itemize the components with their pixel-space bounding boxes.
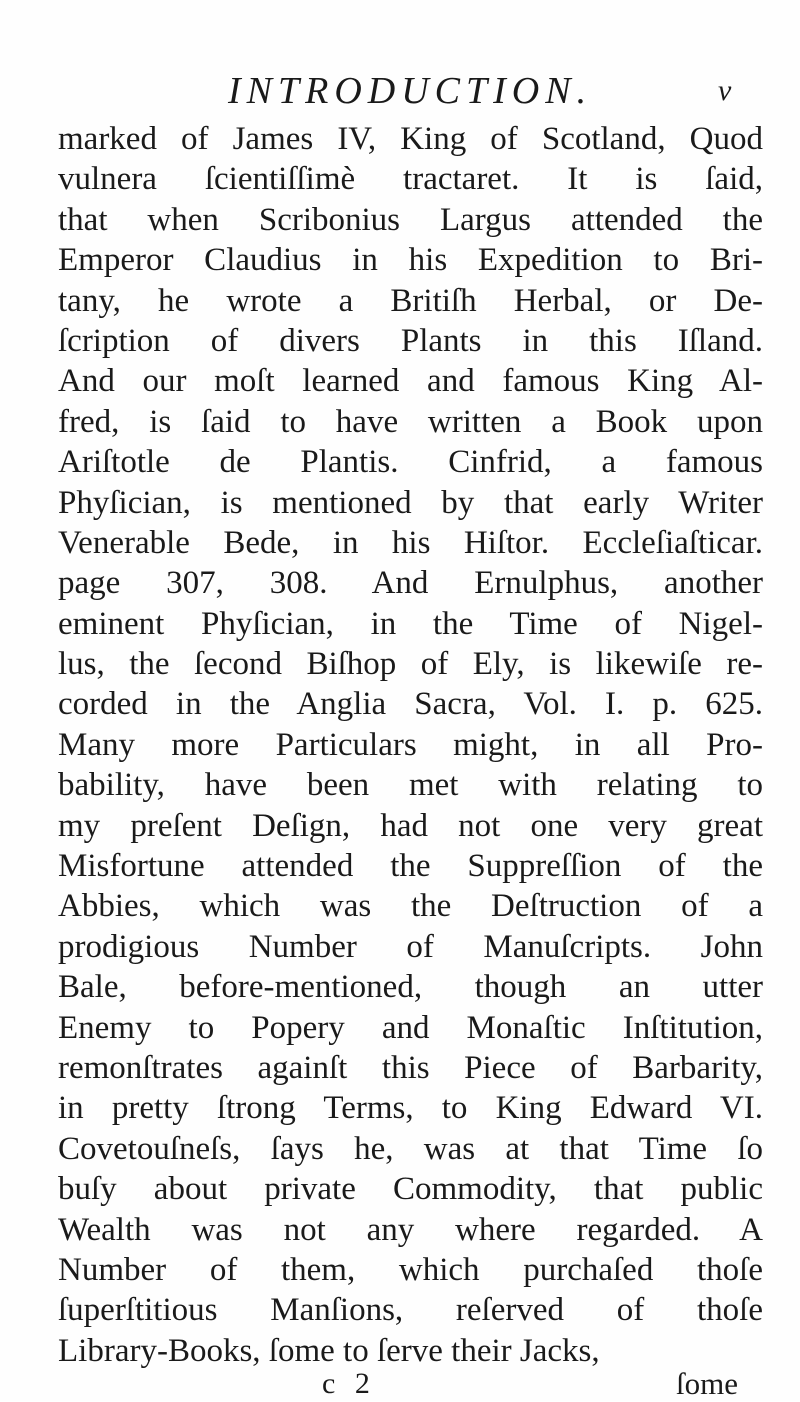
text-line: Covetouſneſs, ſays he, was at that Time ſo xyxy=(58,1130,763,1167)
text-line: ſcription of divers Plants in this Iſland. xyxy=(58,322,763,359)
text-line: Enemy to Popery and Monaſtic Inſtitution, xyxy=(58,1009,763,1046)
signature-mark: c 2 xyxy=(322,1367,376,1400)
text-line: Phyſician, is mentioned by that early Writer xyxy=(58,484,763,521)
text-line: Many more Particulars might, in all Pro- xyxy=(58,726,763,763)
text-line: Library-Books, ſome to ſerve their Jacks, xyxy=(58,1332,600,1369)
text-line: in pretty ſtrong Terms, to King Edward VI. xyxy=(58,1090,763,1127)
text-line: corded in the Anglia Sacra, Vol. I. p. 625. xyxy=(58,686,763,723)
page-header xyxy=(228,66,788,116)
text-line: my preſent Deſign, had not one very great xyxy=(58,807,763,844)
text-line: that when Scribonius Largus attended the xyxy=(58,201,763,238)
text-line: Abbies, which was the Deſtruction of a xyxy=(58,888,763,925)
text-line: prodigious Number of Manuſcripts. John xyxy=(58,928,763,965)
body-text xyxy=(58,119,763,1371)
text-line: Wealth was not any where regarded. A xyxy=(58,1211,763,1248)
text-line: marked of James IV, King of Scotland, Quod xyxy=(58,121,763,157)
text-line: And our moſt learned and famous King Al- xyxy=(58,363,763,400)
text-line: remonſtrates againſt this Piece of Barbarity, xyxy=(58,1049,763,1086)
text-line: Emperor Claudius in his Expedition to Bri- xyxy=(58,242,763,279)
text-line: Bale, before-mentioned, though an utter xyxy=(58,969,763,1006)
text-line: Misfortune attended the Suppreſſion of the xyxy=(58,848,763,885)
text-line: page 307, 308. And Ernulphus, another xyxy=(58,565,763,602)
text-line: eminent Phyſician, in the Time of Nigel- xyxy=(58,605,763,642)
text-line: bability, have been met with relating to xyxy=(58,767,763,804)
text-line: tany, he wrote a Britiſh Herbal, or De- xyxy=(58,282,763,319)
text-line: Number of them, which purchaſed thoſe xyxy=(58,1251,763,1288)
page-footer xyxy=(0,1366,800,1402)
text-line: buſy about private Commodity, that public xyxy=(58,1171,763,1208)
text-line: ſuperſtitious Manſions, reſerved of thoſe xyxy=(58,1292,763,1329)
page-number: v xyxy=(718,74,732,107)
running-title: INTRODUCTION. xyxy=(228,70,593,112)
text-line: Venerable Bede, in his Hiſtor. Eccleſiaſticar. xyxy=(58,524,763,561)
text-line: Ariſtotle de Plantis. Cinfrid, a famous xyxy=(58,444,763,481)
text-line: lus, the ſecond Biſhop of Ely, is likewiſe re- xyxy=(58,646,763,683)
text-line: fred, is ſaid to have written a Book upon xyxy=(58,403,763,440)
text-line: vulnera ſcientiſſimè tractaret. It is ſaid, xyxy=(58,161,763,198)
catchword: ſome xyxy=(676,1366,738,1401)
